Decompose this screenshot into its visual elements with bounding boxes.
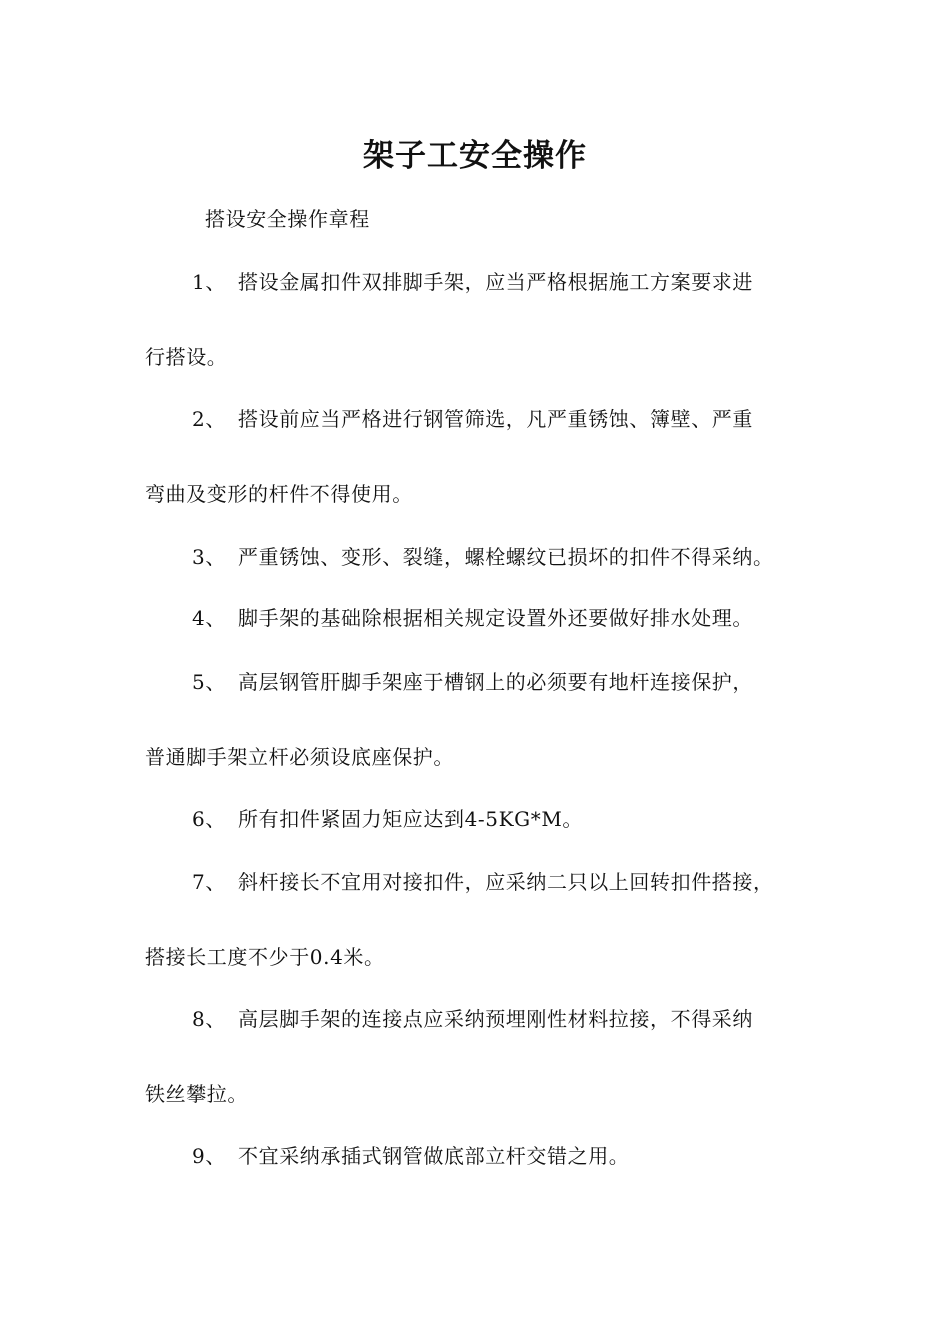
document-title: 架子工安全操作: [363, 138, 587, 174]
list-item-5-continuation: 普通脚手架立杆必须设底座保护。: [145, 745, 454, 769]
item-number: 1、: [192, 270, 226, 294]
list-item-4: [192, 604, 753, 632]
item-number: 3、: [192, 545, 226, 569]
section-heading: 搭设安全操作章程: [205, 207, 370, 231]
list-item-9: [192, 1142, 629, 1170]
item-number: 7、: [192, 870, 226, 894]
item-text: 高层脚手架的连接点应采纳预埋刚性材料拉接，不得采纳: [238, 1007, 753, 1031]
list-item-3: [192, 543, 774, 571]
item-text: 高层钢管肝脚手架座于槽钢上的必须要有地杆连接保护，: [238, 670, 753, 694]
item-text: 脚手架的基础除根据相关规定设置外还要做好排水处理。: [238, 606, 753, 630]
list-item-5: [192, 668, 753, 696]
list-item-2-continuation: 弯曲及变形的杆件不得使用。: [145, 482, 413, 506]
list-item-8: [192, 1005, 753, 1033]
list-item-6: [192, 805, 583, 833]
item-number: 2、: [192, 407, 226, 431]
list-item-2: [192, 405, 753, 433]
list-item-7-continuation: 搭接长工度不少于0.4米。: [145, 945, 385, 969]
item-text: 所有扣件紧固力矩应达到4-5KG*M。: [238, 807, 584, 831]
item-text: 严重锈蚀、变形、裂缝，螺栓螺纹已损坏的扣件不得采纳。: [238, 545, 774, 569]
item-text: 不宜采纳承插式钢管做底部立杆交错之用。: [238, 1144, 630, 1168]
item-number: 4、: [192, 606, 226, 630]
item-text: 搭设金属扣件双排脚手架，应当严格根据施工方案要求进: [238, 270, 753, 294]
item-number: 5、: [192, 670, 226, 694]
item-text: 搭设前应当严格进行钢管筛选，凡严重锈蚀、簿壁、严重: [238, 407, 753, 431]
list-item-1: [192, 268, 753, 296]
item-text: 斜杆接长不宜用对接扣件，应采纳二只以上回转扣件搭接，: [238, 870, 774, 894]
list-item-1-continuation: 行搭设。: [145, 345, 228, 369]
item-number: 9、: [192, 1144, 226, 1168]
list-item-8-continuation: 铁丝攀拉。: [145, 1082, 248, 1106]
list-item-7: [192, 868, 774, 896]
item-number: 6、: [192, 807, 226, 831]
item-number: 8、: [192, 1007, 226, 1031]
